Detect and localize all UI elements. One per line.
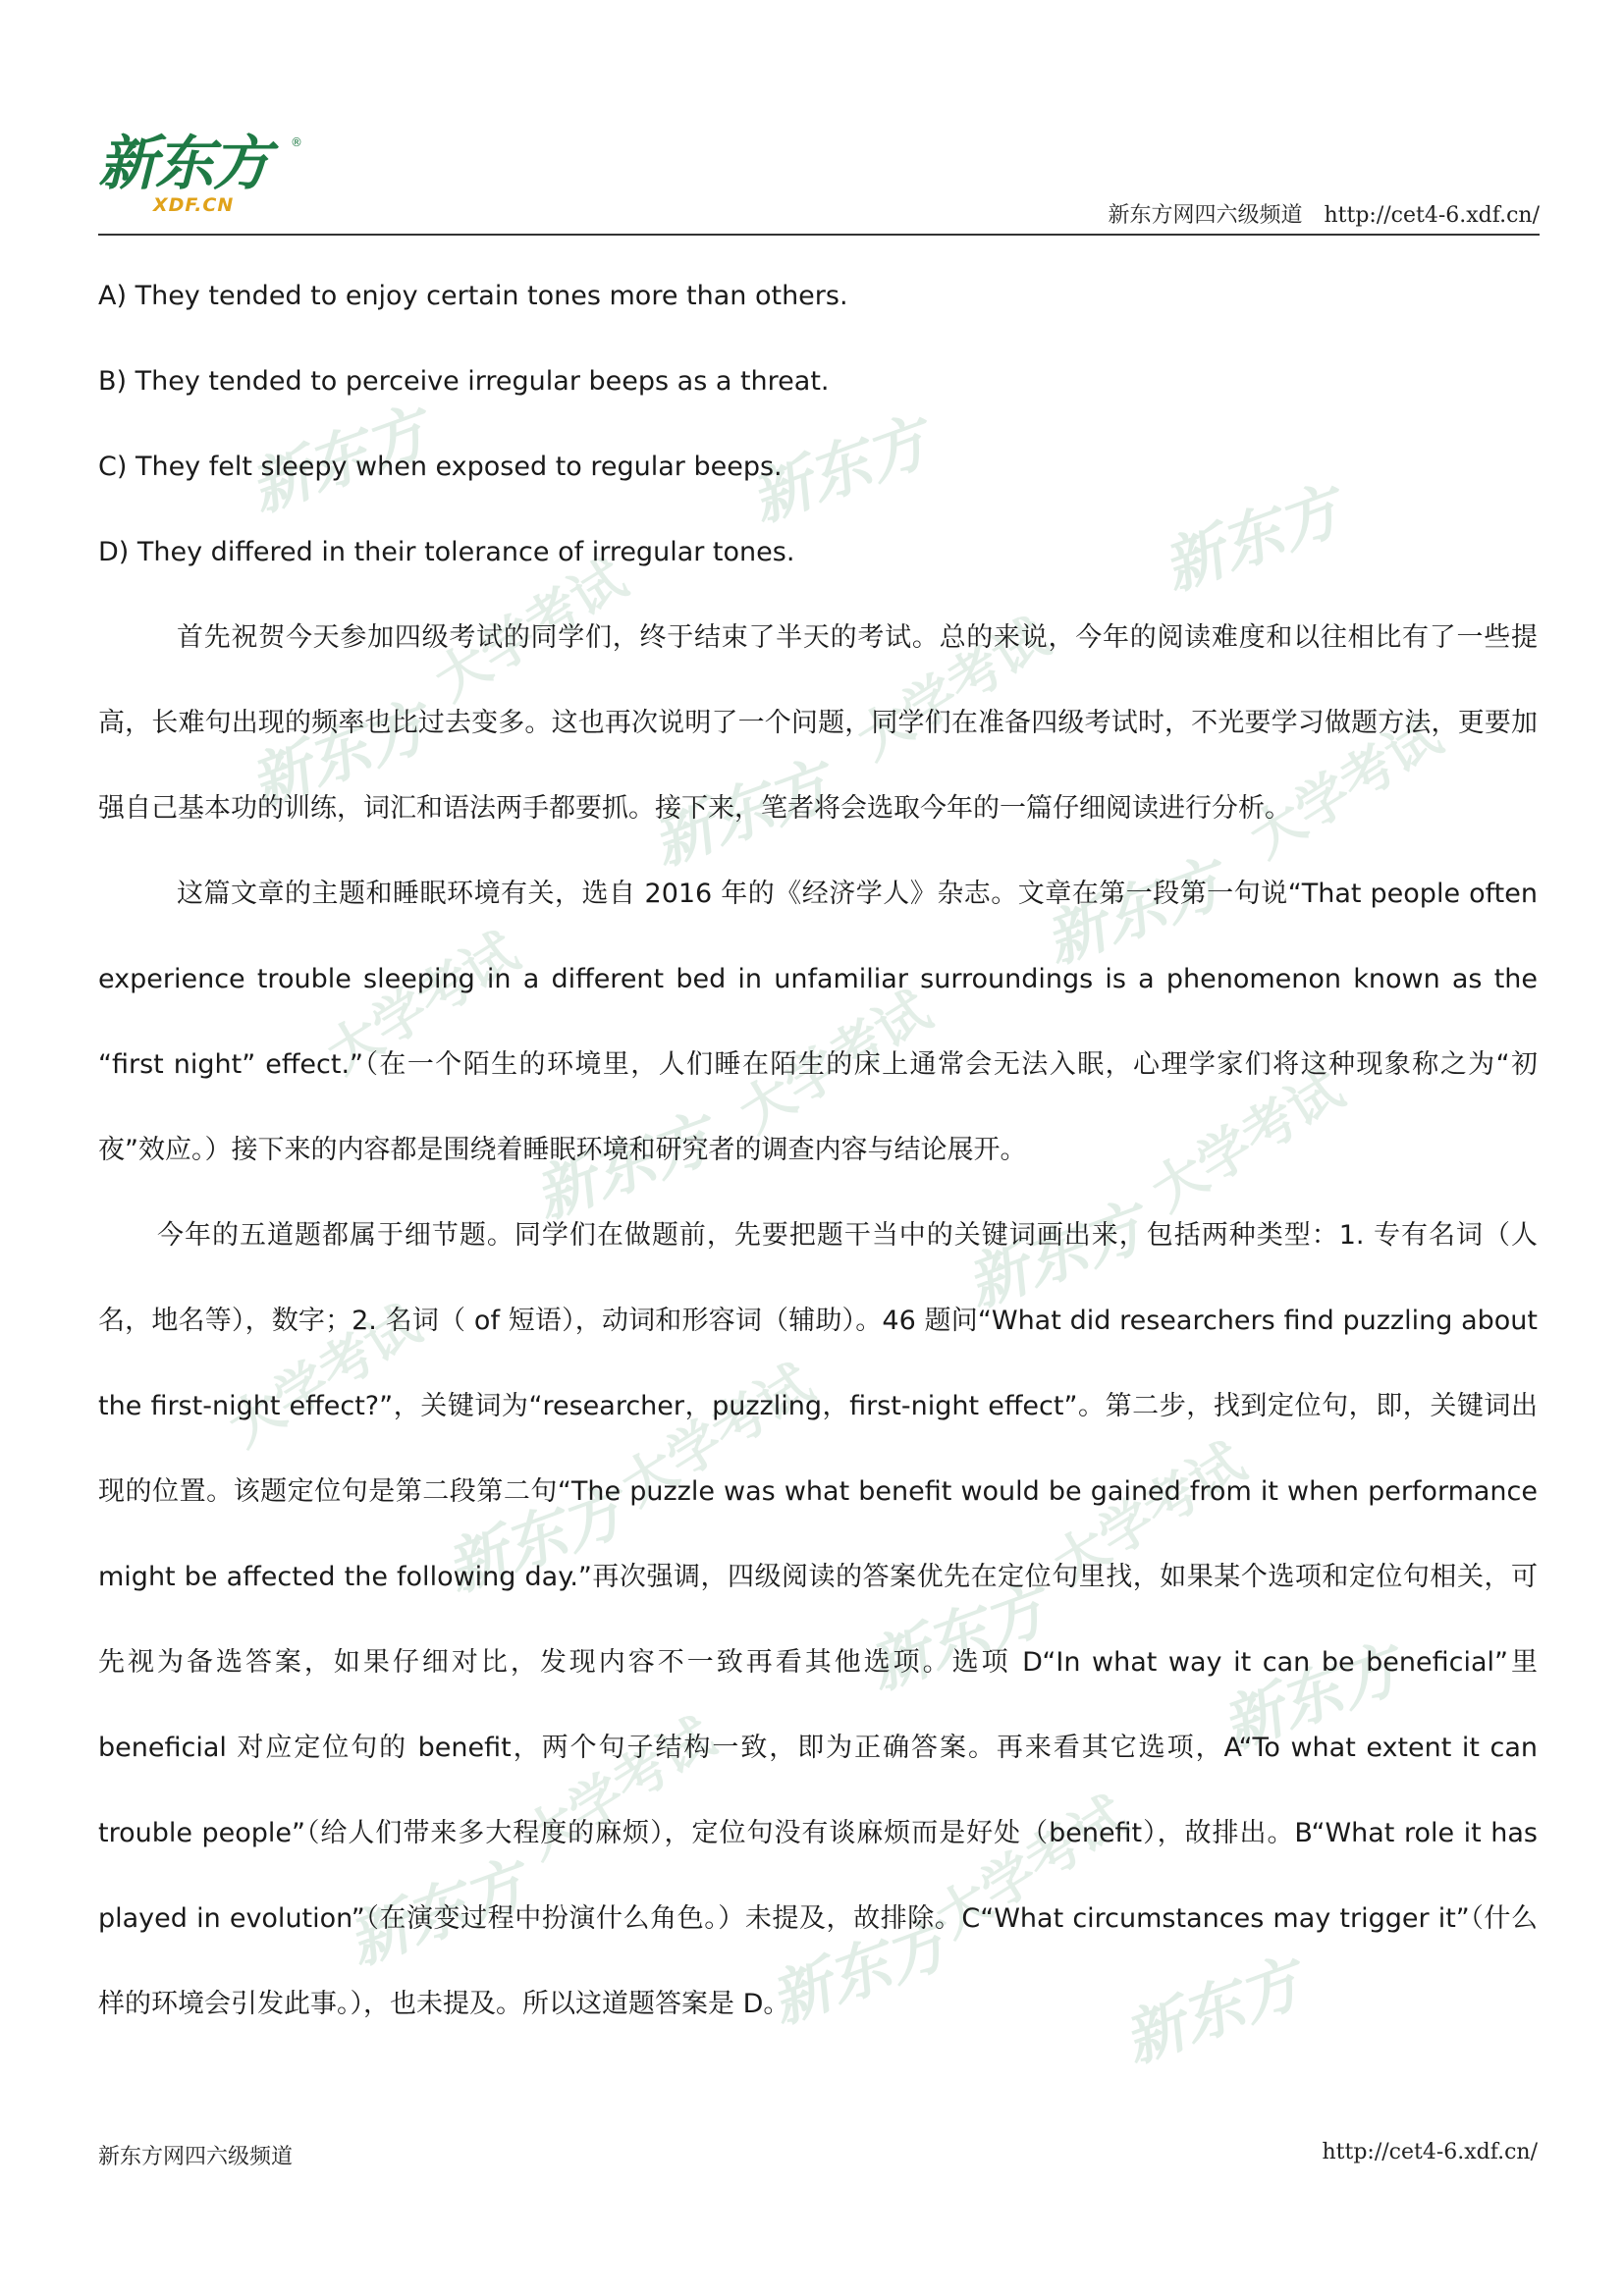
watermark-exam: 大学考试 xyxy=(1042,1430,1256,1596)
watermark-logo: 新东方 xyxy=(642,749,839,880)
logo-subtext: XDF.CN xyxy=(153,194,235,216)
watermark-exam: 大学考试 xyxy=(1238,704,1452,870)
watermark-logo: 新东方 xyxy=(338,1848,535,1979)
watermark-exam: 大学考试 xyxy=(728,979,942,1145)
watermark-logo: 新东方 xyxy=(436,1475,633,1606)
watermark-exam: 大学考试 xyxy=(924,1784,1138,1949)
header-channel-name: 新东方网四六级频道 xyxy=(1108,203,1303,228)
watermark-logo: 新东方 xyxy=(740,405,938,536)
watermark-exam: 大学考试 xyxy=(845,606,1059,772)
watermark-logo: 新东方 xyxy=(524,1102,722,1233)
logo-registered-mark: ® xyxy=(291,135,302,149)
watermark-logo: 新东方 xyxy=(240,396,437,526)
watermark-logo: 新东方 xyxy=(240,690,437,821)
page-header xyxy=(98,126,1540,236)
footer-url[interactable]: http://cet4-6.xdf.cn/ xyxy=(1322,2140,1538,2164)
watermark-exam: 大学考试 xyxy=(610,1352,824,1518)
main-content xyxy=(98,253,1538,2047)
answer-option-b: B) They tended to perceive irregular beeps as a threat. xyxy=(98,366,830,397)
watermark-logo: 新东方 xyxy=(956,1191,1154,1321)
watermark-logo: 新东方 xyxy=(1035,847,1232,978)
answer-option-c: C) They felt sleepy when exposed to regular beeps. xyxy=(98,452,783,482)
paragraph-question-analysis: 今年的五道题都属于细节题。同学们在做题前，先要把题干当中的关键词画出来，包括两种类型：1. 专有名词（人名，地名等），数字；2. 名词（ of 短语），动词和形容词（辅助）。46 题问“What did researchers find puzzling about the first-night effect?”，关键词为“researcher，puzzling，first-night effect”。第二步，找到定位句，即，关键词出现的位置。该题定位句是第二段第二句“The puzzle was what benefit would be gained from it when performance might be affected the following day.”再次强调，四级阅读的答案优先在定位句里找，如果某个选项和定位句相关，可先视为备选答案，如果仔细对比，发现内容不一致再看其他选项。选项 D“In what way it can be beneficial”里 beneficial 对应定位句的 benefit，两个句子结构一致，即为正确答案。再来看其它选项，A“To what extent it can trouble people”（给人们带来多大程度的麻烦），定位句没有谈麻烦而是好处（benefit），故排出。B“What role it has played in evolution”（在演变过程中扮演什么角色。）未提及，故排除。C“What circumstances may trigger it”（什么样的环境会引发此事。），也未提及。所以这道题答案是 D。 xyxy=(98,1220,1538,2019)
header-divider xyxy=(98,234,1540,236)
watermark-exam: 大学考试 xyxy=(315,920,529,1086)
watermark-logo: 新东方 xyxy=(1212,1632,1409,1763)
paragraph-article-topic: 这篇文章的主题和睡眠环境有关，选自 2016 年的《经济学人》杂志。文章在第一段第一句说“That people often experience trouble sleeping in a different bed in unfamiliar surroundings is a phenomenon known as the “first night” effect.”（在一个陌生的环境里，人们睡在陌生的床上通常会无法入眠，心理学家们将这种现象称之为“初夜”效应。）接下来的内容都是围绕着睡眠环境和研究者的调查内容与结论展开。 xyxy=(98,879,1538,1165)
watermark-exam: 大学考试 xyxy=(217,1293,431,1459)
watermark-logo: 新东方 xyxy=(1153,474,1350,605)
header-url[interactable]: http://cet4-6.xdf.cn/ xyxy=(1324,203,1540,228)
watermark-exam: 大学考试 xyxy=(512,1705,726,1871)
page-footer xyxy=(98,2140,1538,2169)
paragraph-intro: 首先祝贺今天参加四级考试的同学们，终于结束了半天的考试。总的来说，今年的阅读难度和以往相比有了一些提高，长难句出现的频率也比过去变多。这也再次说明了一个问题，同学们在准备四级考试时，不光要学习做题方法，更要加强自己基本功的训练，词汇和语法两手都要抓。接下来，笔者将会选取今年的一篇仔细阅读进行分析。 xyxy=(98,622,1538,824)
logo-text: 新东方 xyxy=(98,130,269,198)
header-channel-info xyxy=(1108,198,1540,229)
answer-option-a: A) They tended to enjoy certain tones more than others. xyxy=(98,281,848,311)
watermark-exam: 大学考试 xyxy=(423,547,637,713)
footer-channel-name: 新东方网四六级频道 xyxy=(98,2145,294,2169)
watermark-logo: 新东方 xyxy=(858,1574,1056,1704)
watermark-exam: 大学考试 xyxy=(1140,1057,1354,1223)
answer-option-d: D) They differed in their tolerance of irregular tones. xyxy=(98,537,795,567)
watermark-logo: 新东方 xyxy=(760,1907,957,2038)
xdf-logo xyxy=(98,126,314,214)
watermark-logo: 新东方 xyxy=(1113,1947,1311,2077)
